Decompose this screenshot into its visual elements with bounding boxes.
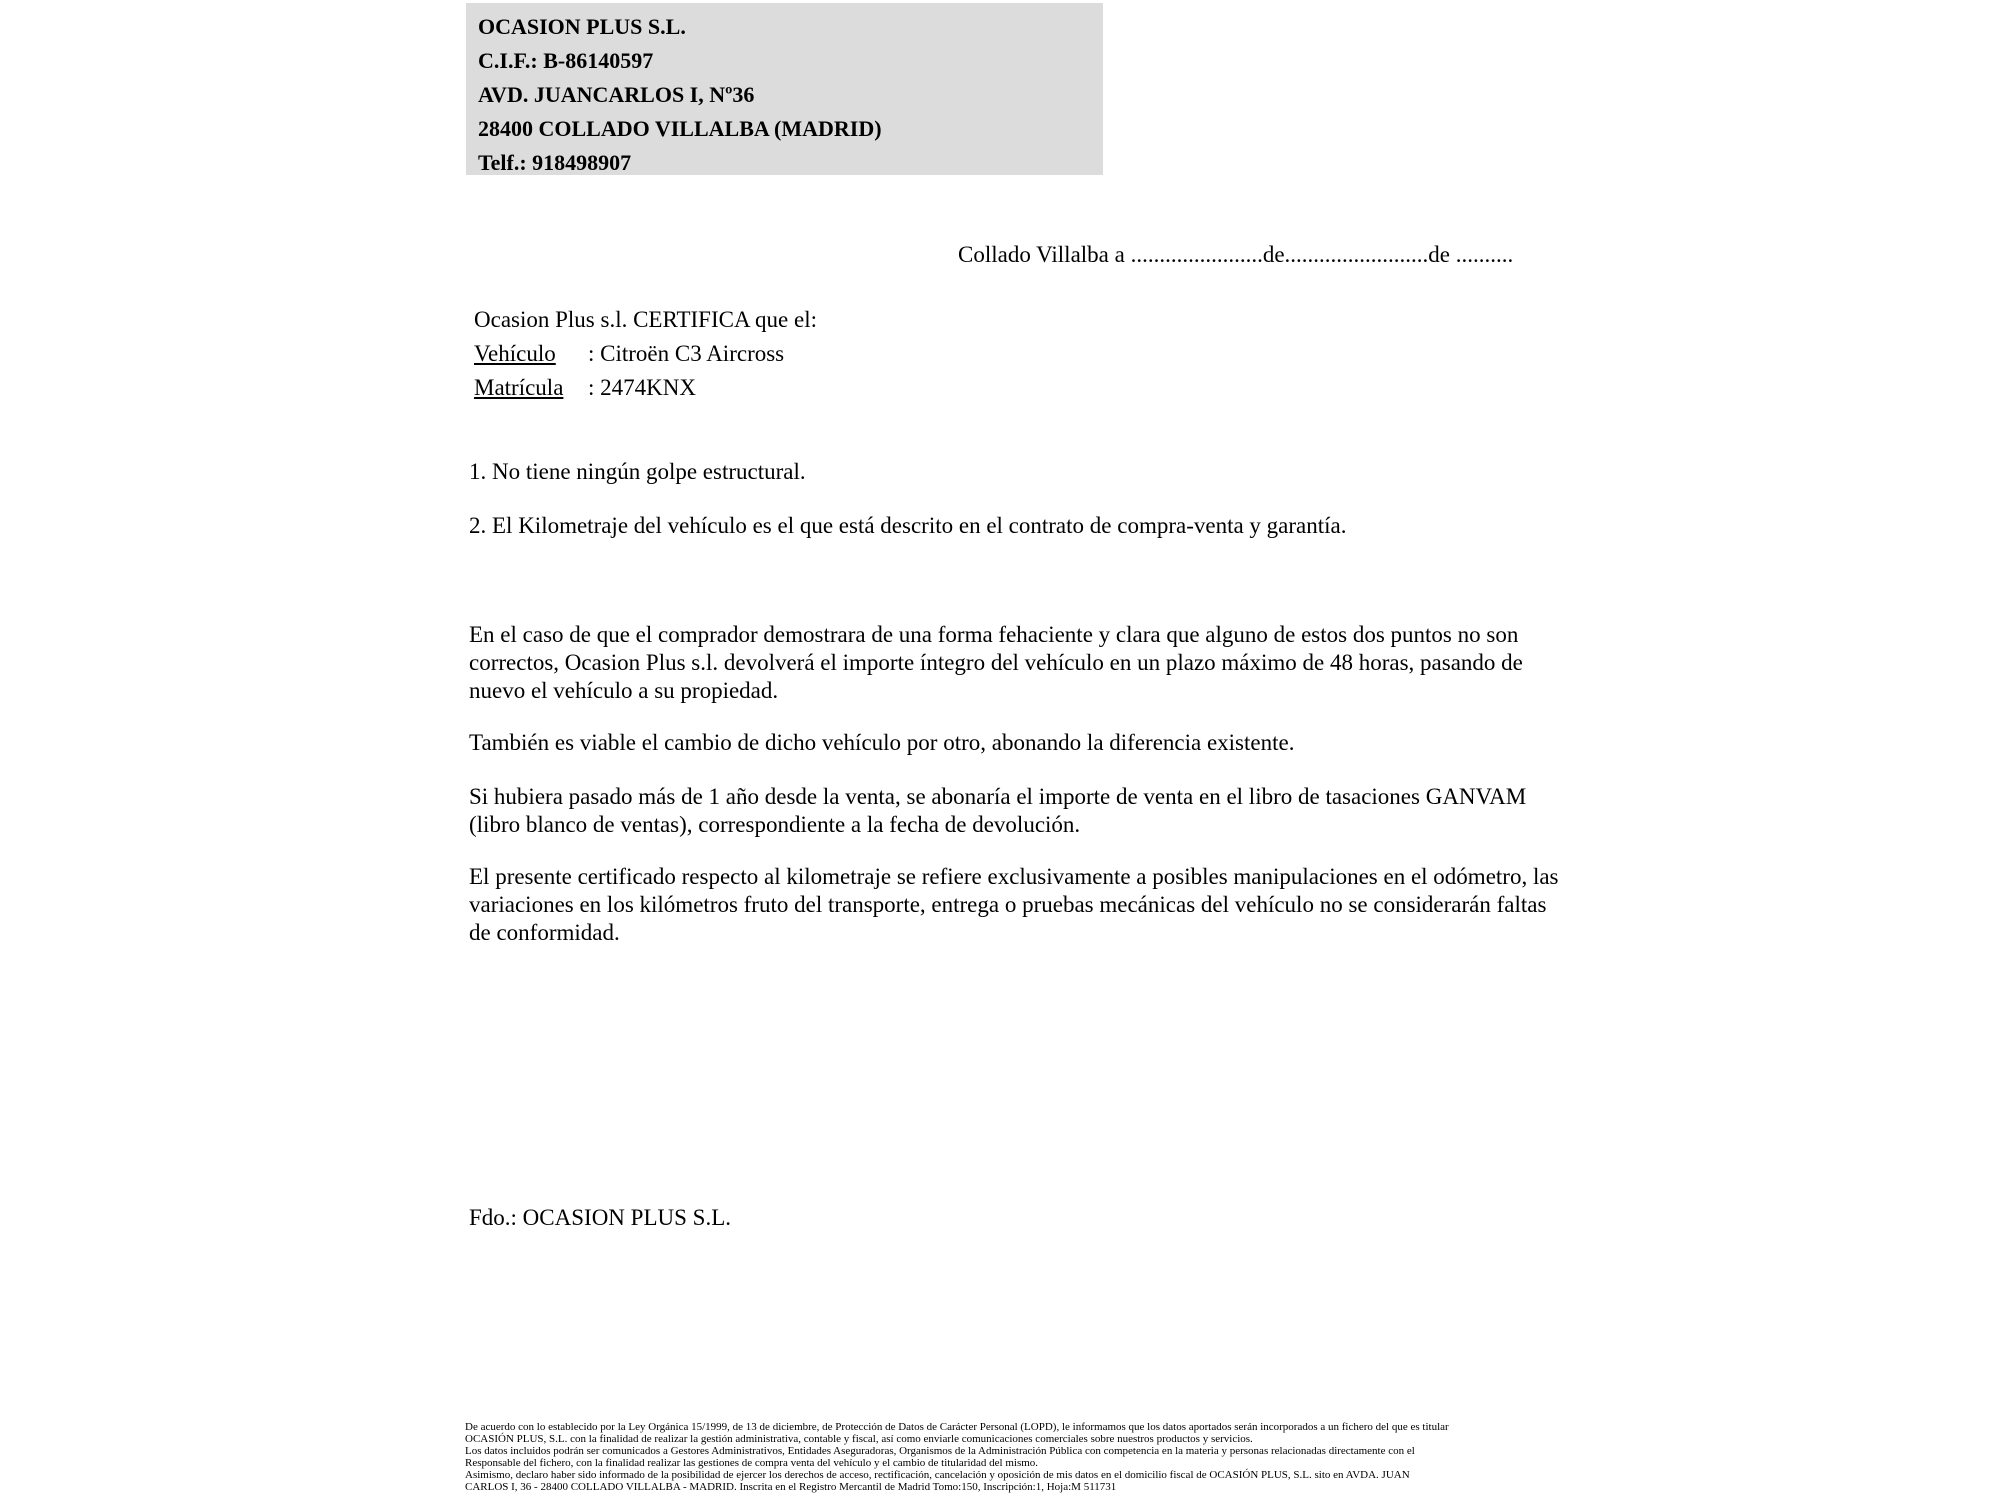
footer-line: De acuerdo con lo establecido por la Ley Orgánica 15/1999, de 13 de diciembre, de Protección de Datos de Carácter Personal (LOPD), le informamos que los datos aportados serán incorporados a un fichero del que es titular bbox=[465, 1421, 1449, 1433]
vehicle-label: Vehículo bbox=[474, 341, 556, 366]
footer-line: Asimismo, declaro haber sido informado de la posibilidad de ejercer los derechos de acceso, rectificación, cancelación y oposición de mis datos en el domicilio fiscal de OCASIÓN PLUS, S.L. sito en AVDA. JUAN bbox=[465, 1469, 1410, 1481]
signature-line: Fdo.: OCASION PLUS S.L. bbox=[469, 1205, 731, 1230]
condition-point-2: 2. El Kilometraje del vehículo es el que está descrito en el contrato de compra-venta y garantía. bbox=[469, 513, 1347, 538]
company-header-box bbox=[466, 3, 1103, 175]
date-line: Collado Villalba a .......................de.........................de .......... bbox=[958, 242, 1514, 267]
company-city: 28400 COLLADO VILLALBA (MADRID) bbox=[478, 116, 882, 141]
company-name: OCASION PLUS S.L. bbox=[478, 14, 686, 39]
certify-intro: Ocasion Plus s.l. CERTIFICA que el: bbox=[474, 307, 817, 332]
footer-line: Los datos incluidos podrán ser comunicados a Gestores Administrativos, Entidades Aseguradoras, Organismos de la Administración Pública con competencia en la materia y personas relacionadas directamente con el bbox=[465, 1445, 1415, 1457]
plate-row bbox=[474, 371, 817, 405]
footer-line: CARLOS I, 36 - 28400 COLLADO VILLALBA - MADRID. Inscrita en el Registro Mercantil de Madrid Tomo:150, Inscripción:1, Hoja:M 511731 bbox=[465, 1481, 1117, 1493]
body-paragraph-odometer: El presente certificado respecto al kilometraje se refiere exclusivamente a posibles manipulaciones en el odómetro, las variaciones en los kilómetros fruto del transporte, entrega o pruebas mecánicas del vehículo no se considerarán faltas de conformidad. bbox=[469, 864, 1559, 945]
footer-line: Responsable del fichero, con la finalidad realizar las gestiones de compra venta del vehículo y el cambio de titularidad del mismo. bbox=[465, 1457, 1039, 1469]
company-phone: Telf.: 918498907 bbox=[478, 150, 632, 175]
body-paragraph-refund: En el caso de que el comprador demostrara de una forma fehaciente y clara que alguno de estos dos puntos no son correctos, Ocasion Plus s.l. devolverá el importe íntegro del vehículo en un plazo máximo de 48 horas, pasando de nuevo el vehículo a su propiedad. bbox=[469, 622, 1523, 703]
vehicle-value: : Citroën C3 Aircross bbox=[588, 341, 785, 366]
plate-label: Matrícula bbox=[474, 375, 564, 400]
company-address: AVD. JUANCARLOS I, Nº36 bbox=[478, 82, 755, 107]
condition-point-1: 1. No tiene ningún golpe estructural. bbox=[469, 459, 806, 484]
body-paragraph-exchange: También es viable el cambio de dicho vehículo por otro, abonando la diferencia existente. bbox=[469, 730, 1295, 755]
plate-value: : 2474KNX bbox=[588, 375, 696, 400]
body-paragraph-ganvam: Si hubiera pasado más de 1 año desde la venta, se abonaría el importe de venta en el libro de tasaciones GANVAM (libro blanco de ventas), correspondiente a la fecha de devolución. bbox=[469, 784, 1527, 837]
footer-line: OCASIÓN PLUS, S.L. con la finalidad de realizar la gestión administrativa, contable y fiscal, así como enviarle comunicaciones comerciales sobre nuestros productos y servicios. bbox=[465, 1433, 1253, 1445]
legal-footer bbox=[465, 1421, 1565, 1493]
certification-block bbox=[474, 303, 817, 405]
company-cif: C.I.F.: B-86140597 bbox=[478, 48, 654, 73]
vehicle-row bbox=[474, 337, 817, 371]
